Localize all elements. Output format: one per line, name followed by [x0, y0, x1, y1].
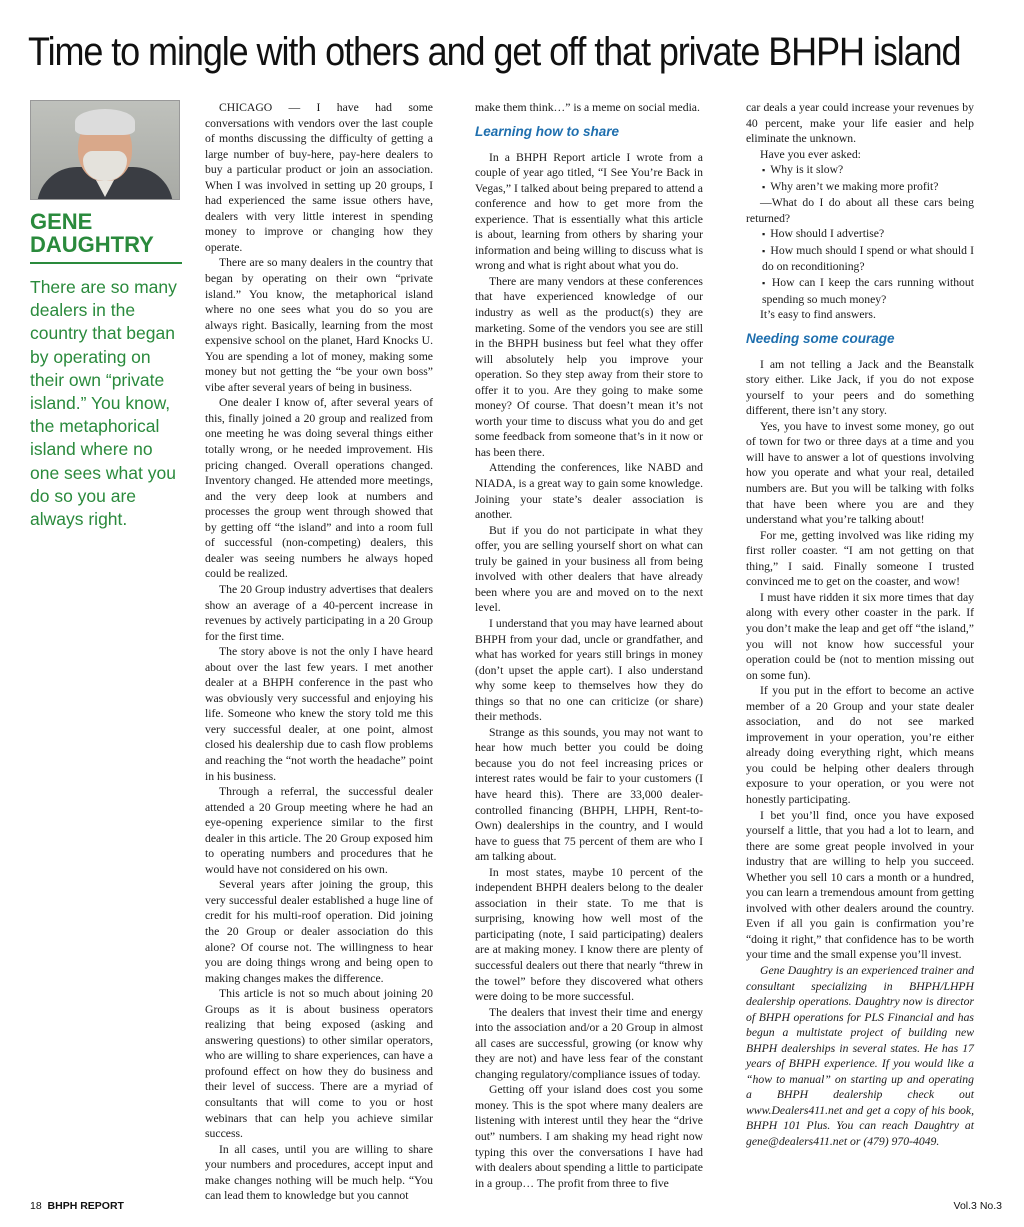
author-photo: [30, 100, 180, 200]
paragraph: Getting off your island does cost you some money. This is the spot where many dealers are listening with interest until they hear the “drive out” numbers. I am shaking my head right now typing this over the conversations I have had with dealers about spending a little to participate in a group… The profit from three to five: [475, 1083, 703, 1190]
paragraph: I must have ridden it six more times that day along with every other coaster in the park. If you don’t make the leap and get off “the island,” you will not know how successful your operation could be (not to mention missing out on some fun).: [746, 590, 974, 682]
list-item: ▪ How should I advertise?: [746, 226, 974, 243]
author-name: [30, 210, 182, 264]
paragraph: car deals a year could increase your revenues by 40 percent, make your life easier and help eliminate the unknown.: [746, 101, 974, 146]
author-last-name: DAUGHTRY: [30, 232, 154, 257]
paragraph: In most states, maybe 10 percent of the independent BHPH dealers belong to the dealer association in their state. To me that is surprising, knowing how well most of the participating (note, I said participating) dealers are at making money. I know there are plenty of successful dealers out there that nearly “threw in the towel” before they discovered what others were doing to be more successful.: [475, 865, 703, 1004]
list-item: ▪ How can I keep the cars running without spending so much money?: [746, 275, 974, 307]
list-item: ▪ Why aren’t we making more profit?: [746, 179, 974, 196]
list-item: ▪ How much should I spend or what should I do on reconditioning?: [746, 243, 974, 275]
paragraph: There are so many dealers in the country that began by operating on their own “private island.” You know, the metaphorical island where no one sees what you do so you are always right. Basically, learning from the most expensive school on the planet, Hard Knocks U. You are spending a lot of money, making some money but not getting the “be your own boss” vibe after several years of being in business.: [205, 256, 433, 394]
paragraph: Several years after joining the group, this very successful dealer established a huge line of credit for his multi-roof operation. Did joining the 20 Group or dealer association do this alone? Of course not. The willingness to hear you are doing things wrong and being open to making changes makes the difference.: [205, 878, 433, 985]
paragraph: Have you ever asked:: [760, 147, 861, 161]
paragraph: For me, getting involved was like riding my first roller coaster. “I am not getting on that thing,” I said. Finally someone I trusted convinced me to get on the coaster, and wow!: [746, 528, 974, 589]
paragraph: The dealers that invest their time and energy into the association and/or a 20 Group in almost all cases are successful, growing (or know why they are not) and have less fear of the constant changing regulatory/compliance issues of today.: [475, 1005, 703, 1081]
paragraph: Yes, you have to invest some money, go out of town for two or three days at a time and you will have to answer a lot of questions involving how you operate and what your real, detailed numbers are. But you will be talking with folks that have been where you are and they understand what you’re talking about!: [746, 419, 974, 527]
paragraph: Attending the conferences, like NABD and NIADA, is a great way to gain some knowledge. Joining your state’s dealer association is another.: [475, 461, 703, 522]
paragraph: I understand that you may have learned about BHPH from your dad, uncle or grandfather, and what has worked for years still brings in money (don’t upset the apple cart). I also understand why some keep to themselves how they do things so that no one can criticize (or share) their methods.: [475, 616, 703, 724]
publication-name: BHPH REPORT: [47, 1200, 124, 1212]
paragraph: In all cases, until you are willing to share your numbers and procedures, accept input and make changes nothing will be much help. “You can lead them to knowledge but you cannot: [205, 1142, 433, 1203]
paragraph: This article is not so much about joining 20 Groups as it is about business operators realizing that being exposed (asking and answering questions) to other similar operators, who are willing to share experiences, can have a profound effect on how they do business and their level of success. There are a myriad of consultants that will come to you or host webinars that can help you achieve similar success.: [205, 987, 433, 1141]
pull-quote: There are so many dealers in the country that began by operating on their own “private island.” You know, the metaphorical island where no one sees what you do so you are always right.: [30, 277, 177, 530]
section-heading-courage: Needing some courage: [746, 330, 895, 346]
paragraph: CHICAGO — I have had some conversations with vendors over the last couple of months discussing the difficulty of getting a large number of buy-here, pay-here dealers to buy a particular product or join an association. When I was involved in setting up 20 groups, I had experienced the same issue others have, dealers with very little interest in spending money to improve or changing how they operate.: [205, 101, 433, 254]
paragraph: If you put in the effort to become an active member of a 20 Group and your state dealer association, and do not see marked improvement in your operation, you’re either already doing everything right, which means you could be helping other dealers through exposure to your operation, or you were not honestly participating.: [746, 684, 974, 806]
paragraph: Strange as this sounds, you may not want to hear how much better you could be doing because you do not feel increasing prices or interest rates would be fair to your customers (I have heard this). There are 33,000 dealer-controlled financing (BHPH, LHPH, Rent-to-Own) dealerships in the country, and I would have to guess that 75 percent of them are who I am talking about.: [475, 725, 703, 864]
paragraph: Through a referral, the successful dealer attended a 20 Group meeting where he had an eye-opening experience similar to the first dealer in this article. The 20 Group exposed him to operating numbers and procedures that he would have not considered on his own.: [205, 785, 433, 876]
headline: Time to mingle with others and get off that private BHPH island: [28, 30, 961, 74]
issue-number: Vol.3 No.3: [953, 1200, 1002, 1212]
page-number: 18: [30, 1200, 42, 1212]
paragraph: The 20 Group industry advertises that dealers show an average of a 40-percent increase in revenues by actively participating in a 20 Group for the first time.: [205, 582, 433, 643]
list-item: ▪ Why is it slow?: [746, 162, 974, 179]
author-first-name: GENE: [30, 209, 93, 234]
list-item: —What do I do about all these cars being returned?: [746, 196, 974, 225]
section-heading-sharing: Learning how to share: [475, 123, 620, 139]
paragraph: I am not telling a Jack and the Beanstalk story either. Like Jack, if you do not expose yourself to your peers and do something different, there isn’t any story.: [746, 357, 974, 418]
paragraph: I bet you’ll find, once you have exposed yourself a little, that you had a lot to learn, and there are some great people involved in your industry that are willing to help you succeed. Whether you sell 10 cars a month or a hundred, you can learn a tremendous amount from getting involved with other dealers around the country. Even if all you gain is confirmation you’re “doing it right,” that confidence has to be worth your time and the small expense you’ll invest.: [746, 808, 974, 962]
footer-folio: [30, 1200, 124, 1212]
paragraph: make them think…” is a meme on social media.: [475, 101, 700, 114]
article-column-2: [475, 100, 703, 1191]
paragraph: It’s easy to find answers.: [760, 308, 876, 322]
paragraph: In a BHPH Report article I wrote from a couple of year ago titled, “I See You’re Back in Vegas,” I talked about being prepared to attend a conference and how to get more from the experience. That is essentially what this article is about, learning from others by sharing your information and being willing to discuss what is wrong and what is right about what you do.: [475, 150, 703, 273]
paragraph: But if you do not participate in what they offer, you are selling yourself short on what can truly be gained in your business all from being involved with other dealers that have already been where you are and moved on to the next level.: [475, 523, 703, 615]
article-column-1: [205, 100, 433, 1204]
author-bio: Gene Daughtry is an experienced trainer and consultant specializing in BHPH/LHPH dealership operations. Daughtry now is director of BHPH operations for PLS Financial and has begun a multistate project of building new BHPH dealerships in several states. He has 17 years of BHPH experience. If you would like a “how to manual” on starting up and operating a BHPH dealership check out www.Dealers411.net and get a copy of his book, BHPH 101 Plus. You can reach Daughtry at gene@dealers411.net or (479) 970-4049.: [746, 963, 974, 1148]
paragraph: One dealer I know of, after several years of this, finally joined a 20 group and realized from one meeting he was doing several things either totally wrong, or he needed improvement. His pricing changed. Overall operations changed. Inventory changed. He attended more meetings, and the very deep look at numbers and processes the group went through showed that by getting off “the island” and into a room full of successful (non-competing) dealers, this dealer was seeing numbers he always hoped could be realized.: [205, 396, 433, 581]
article-column-3: [746, 100, 974, 1150]
paragraph: There are many vendors at these conferences that have experienced knowledge of our industry as well as the product(s) they are marketing. Some of the vendors you see are still in the BHPH business but feel what they offer will absolutely help you improve your operation. So they step away from their store to offer it to you. Are they going to make some money? Of course. That doesn’t mean it’s not worth your time to discuss what you do and get some feedback from someone that’s in it now or has been there.: [475, 274, 703, 459]
author-sidebar: [30, 100, 182, 531]
paragraph: The story above is not the only I have heard about over the last few years. I met another dealer at a BHPH conference in the past who was obviously very successful and enjoying his life. Someone who knew the story told me this very successful dealer, at one point, almost closed his dealership due to cash flow problems and reaching the “not worth the headache” point in his business.: [205, 645, 433, 783]
